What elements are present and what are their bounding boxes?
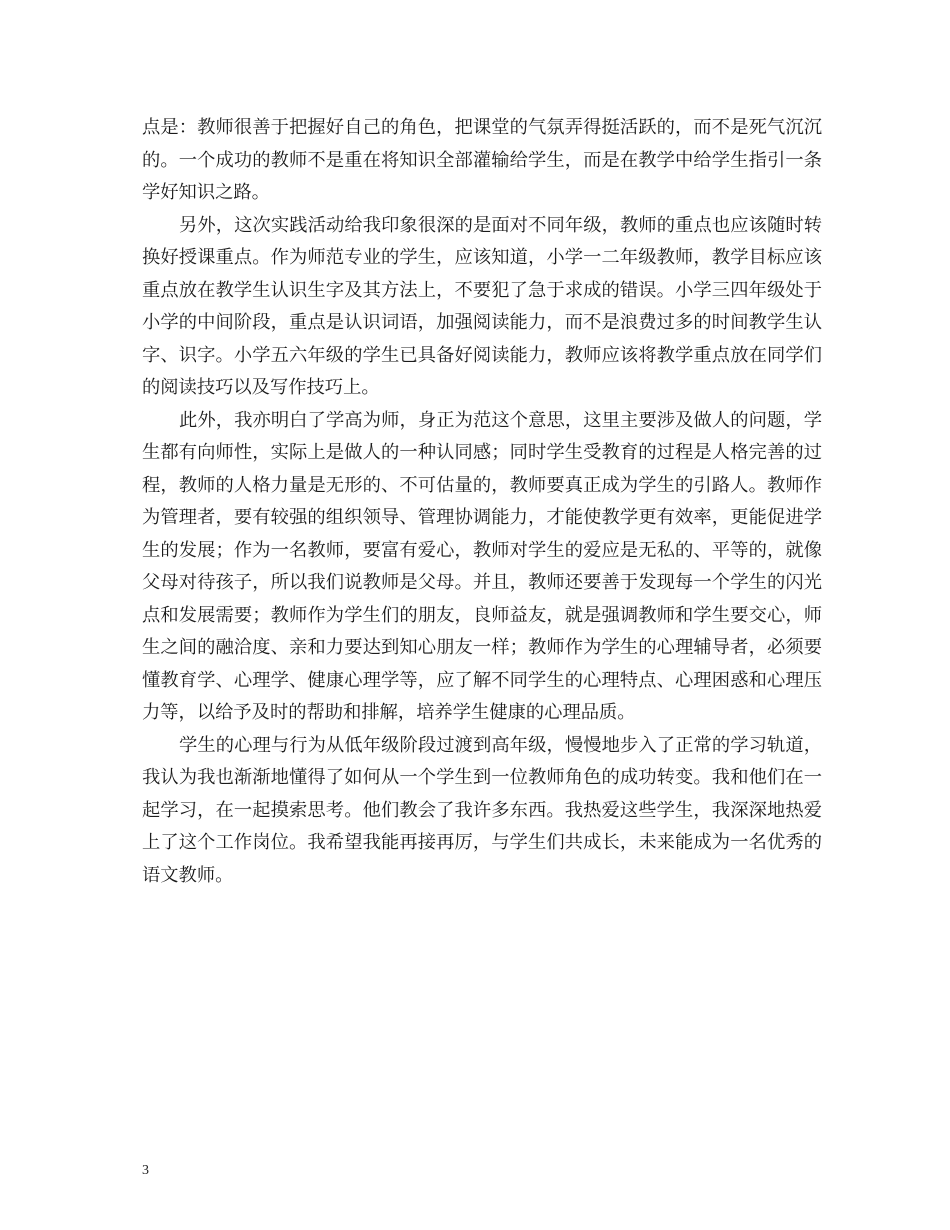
paragraph-grade-focus: 另外，这次实践活动给我印象很深的是面对不同年级，教师的重点也应该随时转换好授课重点。作为师范专业的学生，应该知道，小学一二年级教师，教学目标应该重点放在教学生认识生字及其方法上，不要犯了急于求成的错误。小学三四年级处于小学的中间阶段，重点是认识词语，加强阅读能力，而不是浪费过多的时间教学生认字、识字。小学五六年级的学生已具备好阅读能力，教师应该将教学重点放在同学们的阅读技巧以及写作技巧上。 [142, 214, 822, 398]
paragraph-continued: 点是：教师很善于把握好自己的角色，把课堂的气氛弄得挺活跃的，而不是死气沉沉的。一个成功的教师不是重在将知识全部灌输给学生，而是在教学中给学生指引一条学好知识之路。 [142, 117, 822, 203]
document-body [142, 112, 822, 892]
paragraph-conclusion: 学生的心理与行为从低年级阶段过渡到高年级，慢慢地步入了正常的学习轨道，我认为我也渐渐地懂得了如何从一个学生到一位教师角色的成功转变。我和他们在一起学习，在一起摸索思考。他们教会了我许多东西。我热爱这些学生，我深深地热爱上了这个工作岗位。我希望我能再接再厉，与学生们共成长，未来能成为一名优秀的语文教师。 [142, 734, 822, 886]
paragraph-teacher-role: 此外，我亦明白了学高为师，身正为范这个意思，这里主要涉及做人的问题，学生都有向师性，实际上是做人的一种认同感；同时学生受教育的过程是人格完善的过程，教师的人格力量是无形的、不可估量的，教师要真正成为学生的引路人。教师作为管理者，要有较强的组织领导、管理协调能力，才能使教学更有效率，更能促进学生的发展；作为一名教师，要富有爱心，教师对学生的爱应是无私的、平等的，就像父母对待孩子，所以我们说教师是父母。并且，教师还要善于发现每一个学生的闪光点和发展需要；教师作为学生们的朋友，良师益友，就是强调教师和学生要交心，师生之间的融洽度、亲和力要达到知心朋友一样；教师作为学生的心理辅导者，必须要懂教育学、心理学、健康心理学等，应了解不同学生的心理特点、心理困惑和心理压力等，以给予及时的帮助和排解，培养学生健康的心理品质。 [142, 409, 822, 723]
page-number: 3 [142, 1163, 149, 1178]
